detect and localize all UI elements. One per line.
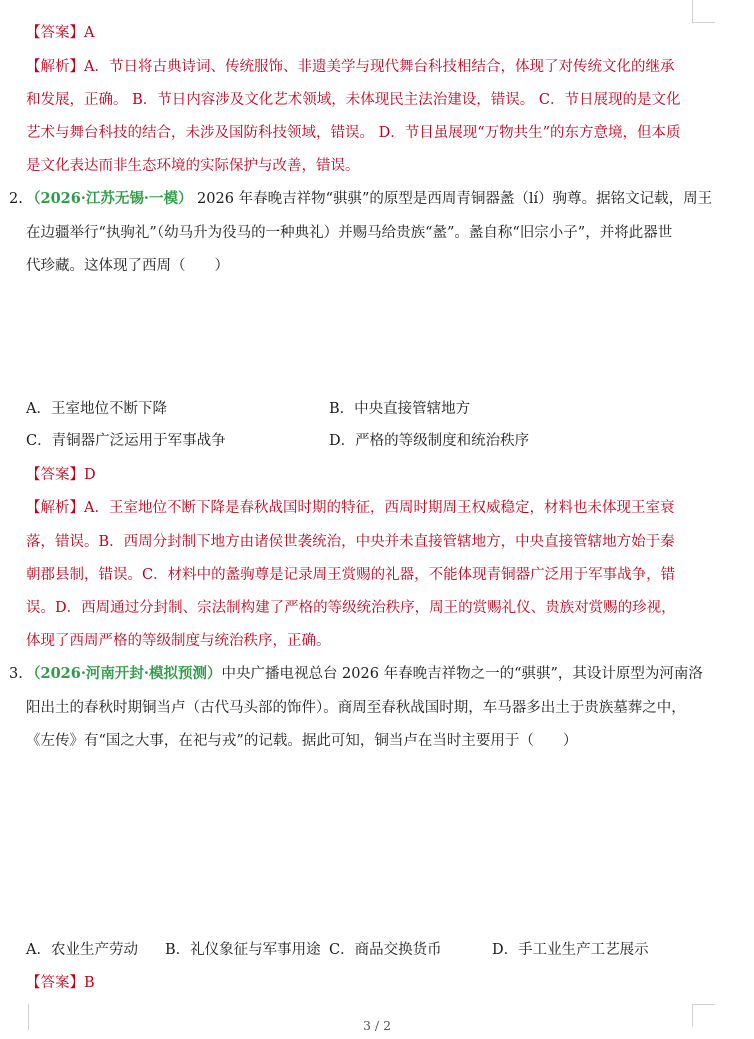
question-3-text: 《左传》有“国之大事，在祀与戎”的记载。据此可知，铜当卢在当时主要用于（ ） <box>26 733 578 749</box>
analysis-line: 体现了西周严格的等级制度与统治秩序，正确。 <box>26 633 331 649</box>
question-2-first-line <box>26 190 712 208</box>
question-2-text: 代珍藏。这体现了西周（ ） <box>26 258 229 274</box>
q2-option-b: B．中央直接管辖地方 <box>329 401 471 417</box>
crop-mark-top-right <box>692 0 715 23</box>
question-2-source: （2026·江苏无锡·一模） <box>26 190 193 207</box>
analysis-line: 落，错误。B．西周分封制下地方由诸侯世袭统治，中央并未直接管辖地方，中央直接管辖地方始于秦 <box>26 534 675 550</box>
analysis-line: 误。D．西周通过分封制、宗法制构建了严格的等级统治秩序，周王的赏赐礼仪、贵族对赏赐的珍视， <box>26 600 676 616</box>
question-number-2: 2. <box>9 191 23 207</box>
analysis-line: 艺术与舞台科技的结合，未涉及国防科技领域，错误。 D．节目虽展现“万物共生”的东方意境，但本质 <box>26 125 681 141</box>
q3-option-d: D．手工业生产工艺展示 <box>492 942 649 958</box>
analysis-line: 【解析】A．王室地位不断下降是春秋战国时期的特征，西周时期周王权威稳定，材料也未体现王室衰 <box>26 500 675 516</box>
q2-option-c: C．青铜器广泛运用于军事战争 <box>26 433 226 449</box>
analysis-line: 【解析】A．节日将古典诗词、传统服饰、非遗美学与现代舞台科技相结合，体现了对传统文化的继承 <box>26 59 675 75</box>
q3-option-b: B．礼仪象征与军事用途 <box>165 942 321 958</box>
question-2-text: 2026 年春晚吉祥物“骐骐”的原型是西周青铜器盠（lí）驹尊。据铭文记载，周王 <box>192 191 713 207</box>
question-number-3: 3. <box>9 666 23 682</box>
question-3-text: 中央广播电视总台 2026 年春晚吉祥物之一的“骐骐”，其设计原型为河南洛 <box>221 666 703 682</box>
analysis-line: 是文化表达而非生态环境的实际保护与改善，错误。 <box>26 158 360 174</box>
question-3-source: （2026·河南开封·模拟预测） <box>26 665 222 682</box>
question-3-first-line <box>26 665 703 683</box>
question-3-text: 阳出土的春秋时期铜当卢（古代马头部的饰件）。商周至春秋战国时期，车马器多出土于贵族墓葬之中， <box>26 700 686 716</box>
q3-option-a: A．农业生产劳动 <box>26 942 138 958</box>
question-2-text: 在边疆举行“执驹礼”（幼马升为役马的一种典礼）并赐马给贵族“盠”。盠自称“旧宗小子”，并将此器世 <box>26 225 673 241</box>
analysis-line: 朝郡县制，错误。C．材料中的盠驹尊是记录周王赏赐的礼器，不能体现青铜器广泛用于军事战争，错 <box>26 567 676 583</box>
answer-label-2: 【答案】D <box>26 467 96 483</box>
q3-option-c: C．商品交换货币 <box>329 942 442 958</box>
answer-label-3: 【答案】B <box>26 975 95 991</box>
page-number: 3 / 2 <box>362 1018 392 1033</box>
q2-option-a: A．王室地位不断下降 <box>26 401 167 417</box>
q2-option-d: D．严格的等级制度和统治秩序 <box>329 433 530 449</box>
analysis-line: 和发展，正确。 B．节日内容涉及文化艺术领域，未体现民主法治建设，错误。 C．节日展现的是文化 <box>26 92 681 108</box>
answer-label-1: 【答案】A <box>26 25 95 41</box>
